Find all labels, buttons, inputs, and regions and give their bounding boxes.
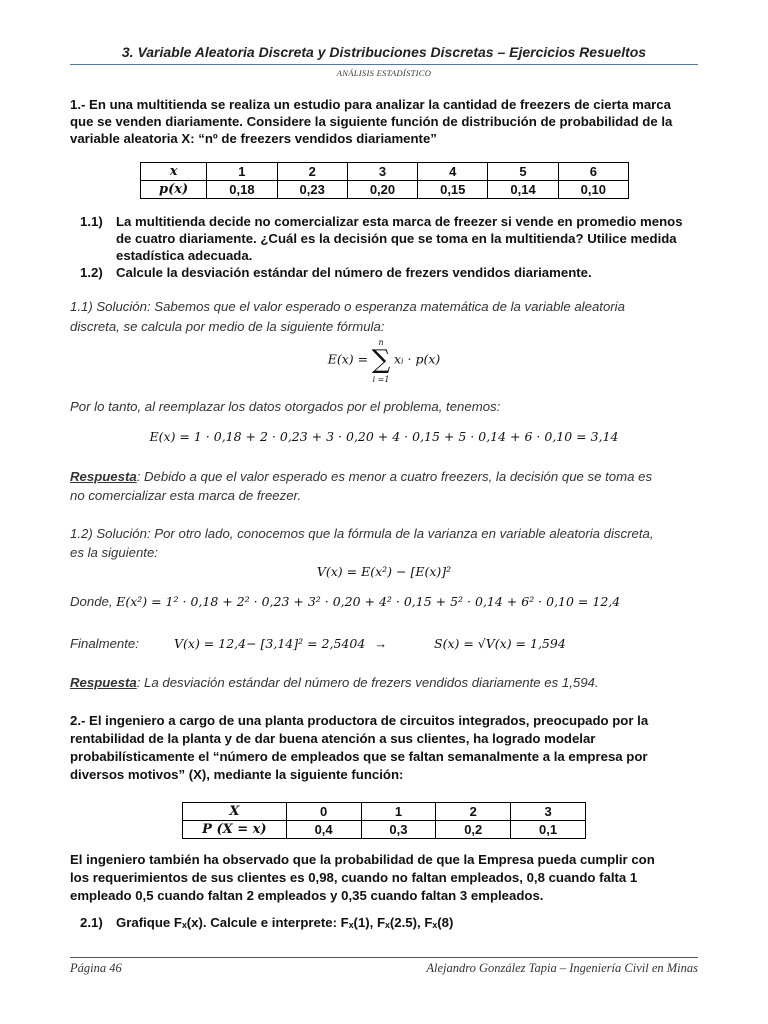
answer-label: Respuesta <box>70 675 137 690</box>
table-cell: 0 <box>286 803 361 821</box>
ex2-statement-line: rentabilidad de la planta y de dar buena atención a sus clientes, ha logrado modelar <box>70 731 596 746</box>
ex1-answer-2 <box>70 674 698 691</box>
donde-label: Donde, <box>70 594 113 609</box>
solution-line: 1.1) Solución: Sabemos que el valor esperado o esperanza matemática de la variable aleatoria <box>70 299 625 314</box>
table-cell: 4 <box>418 163 488 181</box>
question-number: 2.1) <box>80 915 103 930</box>
ex1-distribution-table <box>140 162 629 199</box>
final-results-line <box>70 635 698 652</box>
ex1-statement-line: 1.- En una multitienda se realiza un estudio para analizar la cantidad de freezers de cierta marca <box>70 97 671 112</box>
question-line: Calcule la desviación estándar del número de frezers vendidos diariamente. <box>116 265 592 280</box>
answer-text: no comercializar esta marca de freezer. <box>70 488 302 503</box>
sum-lower-limit: i =1 <box>372 375 390 384</box>
final-label: Finalmente: <box>70 636 139 651</box>
question-line: Grafique Fₓ(x). Calcule e interprete: Fₓ(1), Fₓ(2.5), Fₓ(8) <box>116 915 454 930</box>
ex2-statement-line: 2.- El ingeniero a cargo de una planta productora de circuitos integrados, preocupado por la <box>70 713 649 728</box>
table-cell: 0,23 <box>277 181 347 199</box>
table-row <box>141 163 629 181</box>
table-header-cell: P (X = x) <box>183 821 287 839</box>
table-row <box>183 821 586 839</box>
second-moment-formula: E(x²) = 1² · 0,18 + 2² · 0,23 + 3² · 0,20 + 4² · 0,15 + 5² · 0,14 + 6² · 0,10 = 12,4 <box>116 594 621 609</box>
solution-line: 1.2) Solución: Por otro lado, conocemos que la fórmula de la varianza en variable aleatoria discreta, <box>70 526 654 541</box>
ex1-solution-1-intro <box>70 297 698 337</box>
solution-line: es la siguiente: <box>70 545 158 560</box>
footer-author: Alejandro González Tapia – Ingeniería Civil en Minas <box>426 961 698 975</box>
question-line: de cuatro diariamente. ¿Cuál es la decisión que se toma en la multitienda? Utilice medida <box>116 231 677 246</box>
ex2-statement-line: probabilísticamente el “número de empleados que se faltan semanalmente a la empresa por <box>70 749 648 764</box>
variance-formula: V(x) = E(x²) − [E(x)]² <box>316 564 452 579</box>
table-cell: 0,4 <box>286 821 361 839</box>
observation-line: empleado 0,5 cuando faltan 2 empleados y 0,35 cuando faltan 3 empleados. <box>70 888 544 903</box>
header-subtitle: ANÁLISIS ESTADÍSTICO <box>336 68 432 78</box>
variance-result: V(x) = 12,4− [3,14]² = 2,5404 <box>174 636 366 651</box>
table-header-cell: p(x) <box>141 181 207 199</box>
question-number: 1.1) <box>80 214 103 229</box>
table-cell: 1 <box>207 163 277 181</box>
answer-text: : La desviación estándar del número de frezers vendidos diariamente es 1,594. <box>136 675 599 690</box>
summation-symbol <box>372 335 391 385</box>
ex1-statement <box>70 96 698 147</box>
formula-part: E(x) = <box>327 351 369 367</box>
table-cell: 6 <box>558 163 628 181</box>
sum-upper-limit: n <box>378 338 384 347</box>
ex2-statement <box>70 712 698 784</box>
ex1-question-2 <box>80 264 698 281</box>
header-rule <box>70 64 698 65</box>
second-moment-line <box>70 593 698 610</box>
table-cell: 0,20 <box>347 181 417 199</box>
ex2-question-1 <box>80 914 698 931</box>
expected-value-calc: E(x) = 1 · 0,18 + 2 · 0,23 + 3 · 0,20 + 4 · 0,15 + 5 · 0,14 + 6 · 0,10 = 3,14 <box>149 429 619 444</box>
answer-label: Respuesta <box>70 469 137 484</box>
solution-line: discreta, se calcula por medio de la siguiente fórmula: <box>70 319 385 334</box>
table-cell: 2 <box>277 163 347 181</box>
table-cell: 1 <box>361 803 436 821</box>
table-row <box>183 803 586 821</box>
arrow-icon: → <box>374 636 388 651</box>
ex2-statement-line: diversos motivos” (X), mediante la siguiente función: <box>70 767 404 782</box>
answer-text: : Debido a que el valor esperado es menor a cuatro freezers, la decisión que se toma es <box>136 469 653 484</box>
table-cell: 0,14 <box>488 181 558 199</box>
table-cell: 0,2 <box>436 821 511 839</box>
formula-part: xᵢ · p(x) <box>393 351 441 367</box>
table-cell: 3 <box>347 163 417 181</box>
table-cell: 5 <box>488 163 558 181</box>
table-cell: 0,15 <box>418 181 488 199</box>
observation-line: El ingeniero también ha observado que la probabilidad de que la Empresa pueda cumplir con <box>70 852 655 867</box>
table-cell: 3 <box>511 803 586 821</box>
table-cell: 2 <box>436 803 511 821</box>
expected-value-formula <box>70 335 698 383</box>
ex2-distribution-table <box>182 802 586 839</box>
footer-rule <box>70 957 698 958</box>
ex2-observation <box>70 851 698 905</box>
table-cell: 0,10 <box>558 181 628 199</box>
table-header-cell: x <box>141 163 207 181</box>
ex1-question-1 <box>80 213 698 264</box>
table-cell: 0,1 <box>511 821 586 839</box>
observation-line: los requerimientos de sus clientes es 0,98, cuando no faltan empleados, 0,8 cuando falta 1 <box>70 870 638 885</box>
table-cell: 0,18 <box>207 181 277 199</box>
table-cell: 0,3 <box>361 821 436 839</box>
std-dev-result: S(x) = √V(x) = 1,594 <box>434 636 566 651</box>
question-line: La multitienda decide no comercializar esta marca de freezer si vende en promedio menos <box>116 214 683 229</box>
sigma-symbol: ∑ <box>371 345 391 375</box>
ex1-solution-2-intro <box>70 524 698 562</box>
table-header-cell: X <box>183 803 287 821</box>
ex1-answer-1 <box>70 467 698 505</box>
table-row <box>141 181 629 199</box>
page-number: Página 46 <box>70 961 122 975</box>
header-title: 3. Variable Aleatoria Discreta y Distribuciones Discretas – Ejercicios Resueltos <box>121 44 647 60</box>
ex1-statement-line: que se venden diariamente. Considere la siguiente función de distribución de probabilidad de la <box>70 114 673 129</box>
question-line: estadística adecuada. <box>116 248 253 263</box>
replace-text: Por lo tanto, al reemplazar los datos otorgados por el problema, tenemos: <box>70 399 501 414</box>
ex1-statement-line: variable aleatoria X: “nº de freezers vendidos diariamente” <box>70 131 437 146</box>
question-number: 1.2) <box>80 265 103 280</box>
